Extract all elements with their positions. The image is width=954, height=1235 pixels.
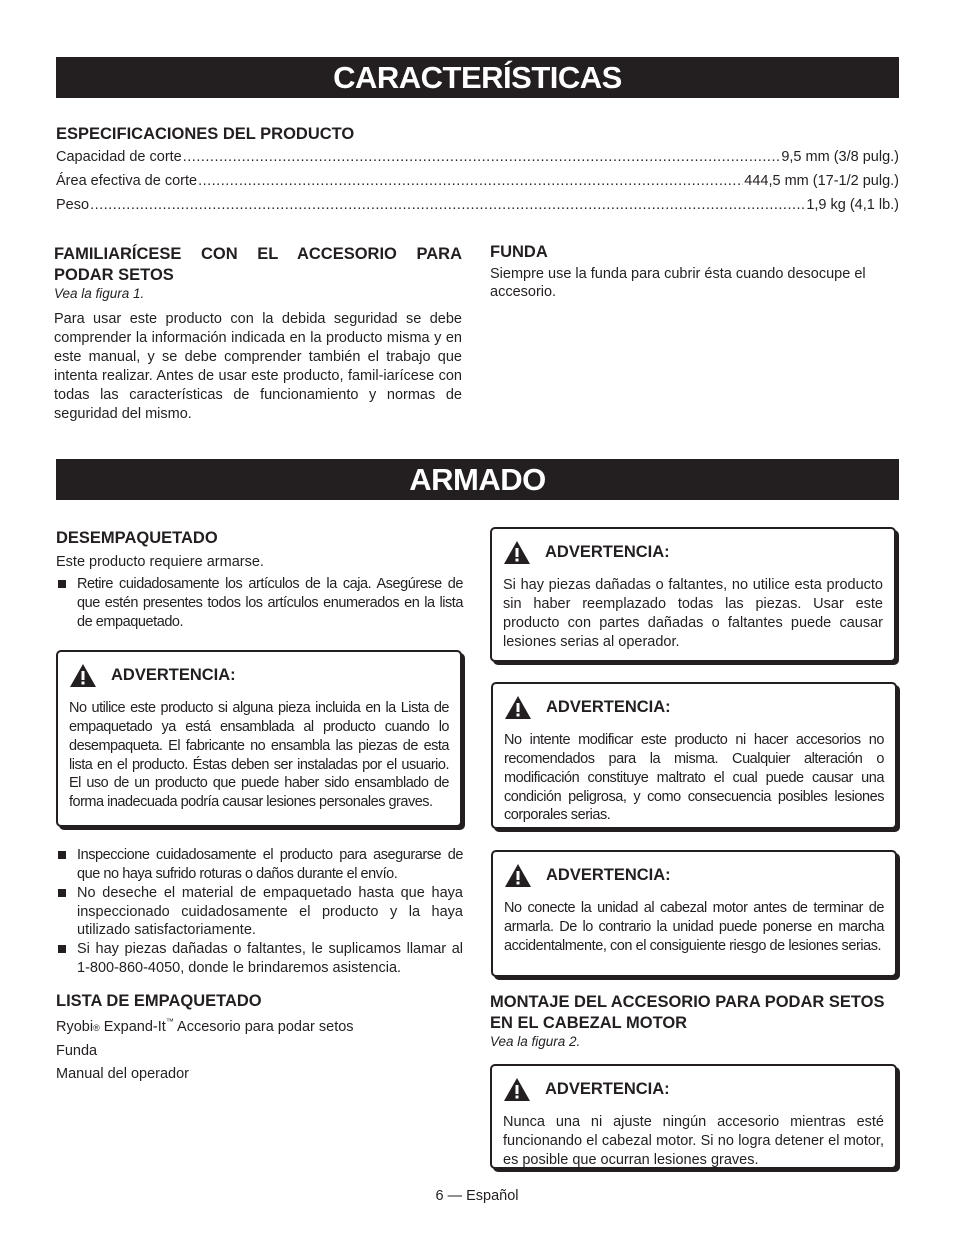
list-item: Retire cuidadosamente los artículos de la caja. Asegúrese de que estén presentes todos los artículos enumerados en la lista de empaquetado. [56, 575, 463, 632]
packing-item: Manual del operador [56, 1065, 190, 1082]
product-desc: Accesorio para podar setos [173, 1018, 354, 1035]
registered-mark: ® [93, 1022, 100, 1033]
unpack-bullets [56, 575, 463, 632]
spec-value: 444,5 mm (17-1/2 pulg.) [744, 173, 899, 189]
spec-value: 1,9 kg (4,1 lb.) [806, 197, 899, 213]
warning-header [504, 863, 884, 888]
section-banner-caracteristicas: CARACTERÍSTICAS [56, 57, 899, 98]
familiarize-heading: FAMILIARÍCESE CON EL ACCESORIO PARA PODAR SETOS [54, 245, 462, 284]
warning-title: ADVERTENCIA: [545, 1079, 670, 1098]
warning-triangle-icon [504, 695, 532, 720]
packing-heading: LISTA DE EMPAQUETADO [56, 992, 262, 1010]
warning-header [69, 663, 449, 688]
warning-title: ADVERTENCIA: [546, 865, 671, 884]
section-banner-armado: ARMADO [56, 459, 899, 500]
warning-title: ADVERTENCIA: [546, 697, 671, 716]
warning-text: Si hay piezas dañadas o faltantes, no utilice esta producto sin haber reemplazado todas las piezas. Usar este producto con partes dañadas o faltantes puede causar lesiones serias al operador. [503, 577, 883, 650]
warning-box [490, 527, 896, 662]
leader-dots [198, 172, 743, 191]
packing-item: Funda [56, 1042, 98, 1059]
warning-triangle-icon [69, 663, 97, 688]
unpack-heading: DESEMPAQUETADO [56, 529, 218, 547]
warning-text: No intente modificar este producto ni hacer accesorios no recomendados para la misma. Cualquier alteración o modificación constituye maltrato el cual puede causar una condición peligrosa, y como consecuencia posibles lesiones corporales serias. [504, 732, 884, 824]
leader-dots [183, 148, 781, 167]
product-name: Expand-It [99, 1018, 166, 1035]
warning-triangle-icon [503, 540, 531, 565]
funda-heading: FUNDA [490, 243, 548, 261]
warning-title: ADVERTENCIA: [111, 665, 236, 684]
packing-item [56, 1018, 463, 1042]
page-footer: 6 — Español [435, 1188, 519, 1204]
leader-dots [90, 196, 805, 215]
unpack-intro: Este producto requiere armarse. [56, 553, 264, 570]
spec-label: Peso [56, 197, 90, 213]
specs-table [56, 148, 899, 220]
list-item: Si hay piezas dañadas o faltantes, le suplicamos llamar al 1-800-860-4050, donde le brindaremos asistencia. [56, 940, 463, 978]
figure-reference: Vea la figura 1. [54, 286, 145, 302]
list-item: Inspeccione cuidadosamente el producto para asegurarse de que no haya sufrido roturas o daños durante el envío. [56, 846, 463, 884]
packing-section [56, 991, 463, 1088]
spec-row [56, 196, 899, 220]
warning-text: Nunca una ni ajuste ningún accesorio mientras esté funcionando el cabezal motor. Si no logra detener el motor, es posible que ocurran lesiones graves. [503, 1114, 884, 1168]
mount-heading: MONTAJE DEL ACCESORIO PARA PODAR SETOS EN EL CABEZAL MOTOR [490, 993, 885, 1032]
spec-label: Capacidad de corte [56, 149, 182, 165]
unpack-section [56, 528, 463, 632]
spec-row [56, 148, 899, 172]
funda-section [490, 242, 899, 302]
warning-box [491, 682, 897, 829]
warning-triangle-icon [503, 1077, 531, 1102]
warning-triangle-icon [504, 863, 532, 888]
warning-box [490, 1064, 897, 1169]
brand-name: Ryobi [56, 1018, 94, 1035]
warning-header [504, 695, 884, 720]
unpack-bullets-2 [56, 846, 463, 978]
familiarize-body: Para usar este producto con la debida seguridad se debe comprender la información indicada en la producto misma y en este manual, y se debe comprender también el trabajo que intenta realizar. Antes de usar este producto, famil-iarícese con todas las características de funcionamiento y normas de seguridad del mismo. [54, 310, 462, 422]
warning-text: No utilice este producto si alguna pieza incluida en la Lista de empaquetado ya está ensamblada al producto cuando lo desempaqueta. El fabricante no ensambla las piezas de esta lista en el producto. Éstas deben ser instaladas por el usuario. El uso de un producto que puede haber sido ensamblado de forma inadecuada podría causar lesiones personales graves. [69, 700, 449, 811]
familiarize-section [54, 244, 462, 424]
warning-header [503, 1077, 884, 1102]
specs-heading: ESPECIFICACIONES DEL PRODUCTO [56, 125, 355, 143]
warning-box [56, 650, 462, 827]
mount-section [490, 992, 900, 1051]
spec-label: Área efectiva de corte [56, 173, 198, 189]
spec-value: 9,5 mm (3/8 pulg.) [781, 149, 899, 165]
figure-reference: Vea la figura 2. [490, 1034, 581, 1050]
trademark-mark: ™ [165, 1016, 174, 1026]
warning-title: ADVERTENCIA: [545, 542, 670, 561]
spec-row [56, 172, 899, 196]
warning-box [491, 850, 897, 977]
warning-text: No conecte la unidad al cabezal motor antes de terminar de armarla. De lo contrario la unidad puede ponerse en marcha accidentalmente, con el consiguiente riesgo de lesiones serias. [504, 900, 884, 954]
list-item: No deseche el material de empaquetado hasta que haya inspeccionado cuidadosamente el producto y la haya utilizado satisfactoriamente. [56, 884, 463, 941]
warning-header [503, 540, 883, 565]
funda-body: Siempre use la funda para cubrir ésta cuando desocupe el accesorio. [490, 265, 866, 301]
